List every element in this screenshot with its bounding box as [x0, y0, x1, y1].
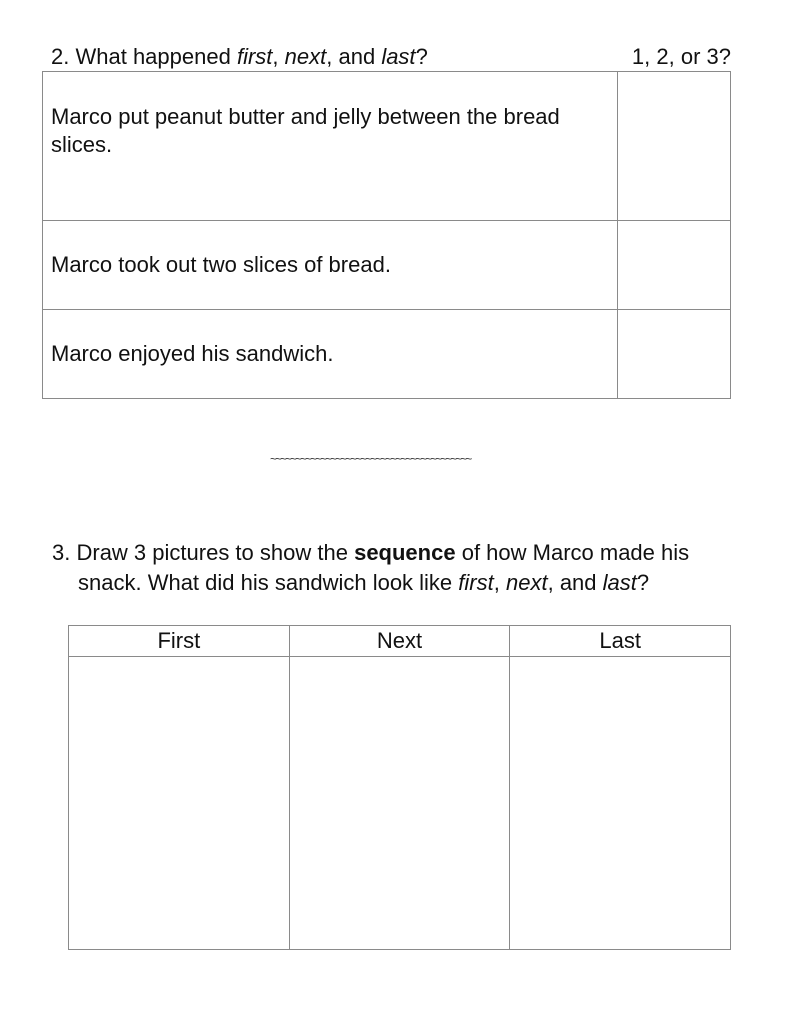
drawing-table — [68, 625, 731, 950]
statement-cell: Marco took out two slices of bread. — [43, 221, 618, 310]
question-2-text-prefix: What happened — [75, 44, 231, 69]
word-first: first — [458, 570, 494, 595]
table-row — [43, 310, 731, 399]
word-last: last — [381, 44, 416, 69]
question-2-number: 2. — [51, 44, 70, 69]
question-3-line-2-prefix: snack. What did his sandwich look like — [78, 570, 453, 595]
bold-word-sequence: sequence — [354, 540, 456, 565]
question-3-prompt — [52, 538, 752, 598]
drawing-box-first[interactable] — [69, 657, 290, 950]
table-row — [43, 221, 731, 310]
answer-cell-3[interactable] — [618, 310, 731, 399]
question-3-text-middle: of how Marco made his — [461, 540, 690, 565]
answer-column-label: 1, 2, or 3? — [631, 44, 731, 69]
question-2-prompt — [51, 44, 428, 70]
drawing-header-row — [69, 626, 731, 657]
section-divider: ~~~~~~~~~~~~~~~~~~~~~~~~~~~~~~~~~~~~~~~~ — [270, 452, 471, 466]
separator: , and — [326, 44, 376, 69]
question-3-number: 3. — [52, 540, 71, 565]
question-3-text-prefix: Draw 3 pictures to show the — [76, 540, 348, 565]
separator: , and — [547, 570, 597, 595]
column-header-last: Last — [510, 626, 731, 657]
word-next: next — [284, 44, 327, 69]
question-3-line-2 — [52, 568, 752, 598]
separator: , — [493, 570, 500, 595]
question-3-line-1 — [52, 538, 752, 568]
statement-cell: Marco put peanut butter and jelly between the bread slices. — [43, 72, 618, 221]
column-header-first: First — [69, 626, 290, 657]
word-first: first — [236, 44, 273, 69]
drawing-row — [69, 657, 731, 950]
question-mark: ? — [636, 570, 650, 595]
question-2-header — [43, 42, 731, 72]
sequence-table — [42, 71, 731, 399]
separator: , — [272, 44, 279, 69]
table-row — [43, 72, 731, 221]
answer-cell-2[interactable] — [618, 221, 731, 310]
column-header-next: Next — [289, 626, 510, 657]
answer-cell-1[interactable] — [618, 72, 731, 221]
drawing-box-next[interactable] — [289, 657, 510, 950]
statement-cell: Marco enjoyed his sandwich. — [43, 310, 618, 399]
word-last: last — [602, 570, 637, 595]
drawing-box-last[interactable] — [510, 657, 731, 950]
word-next: next — [506, 570, 548, 595]
question-mark: ? — [415, 44, 428, 69]
